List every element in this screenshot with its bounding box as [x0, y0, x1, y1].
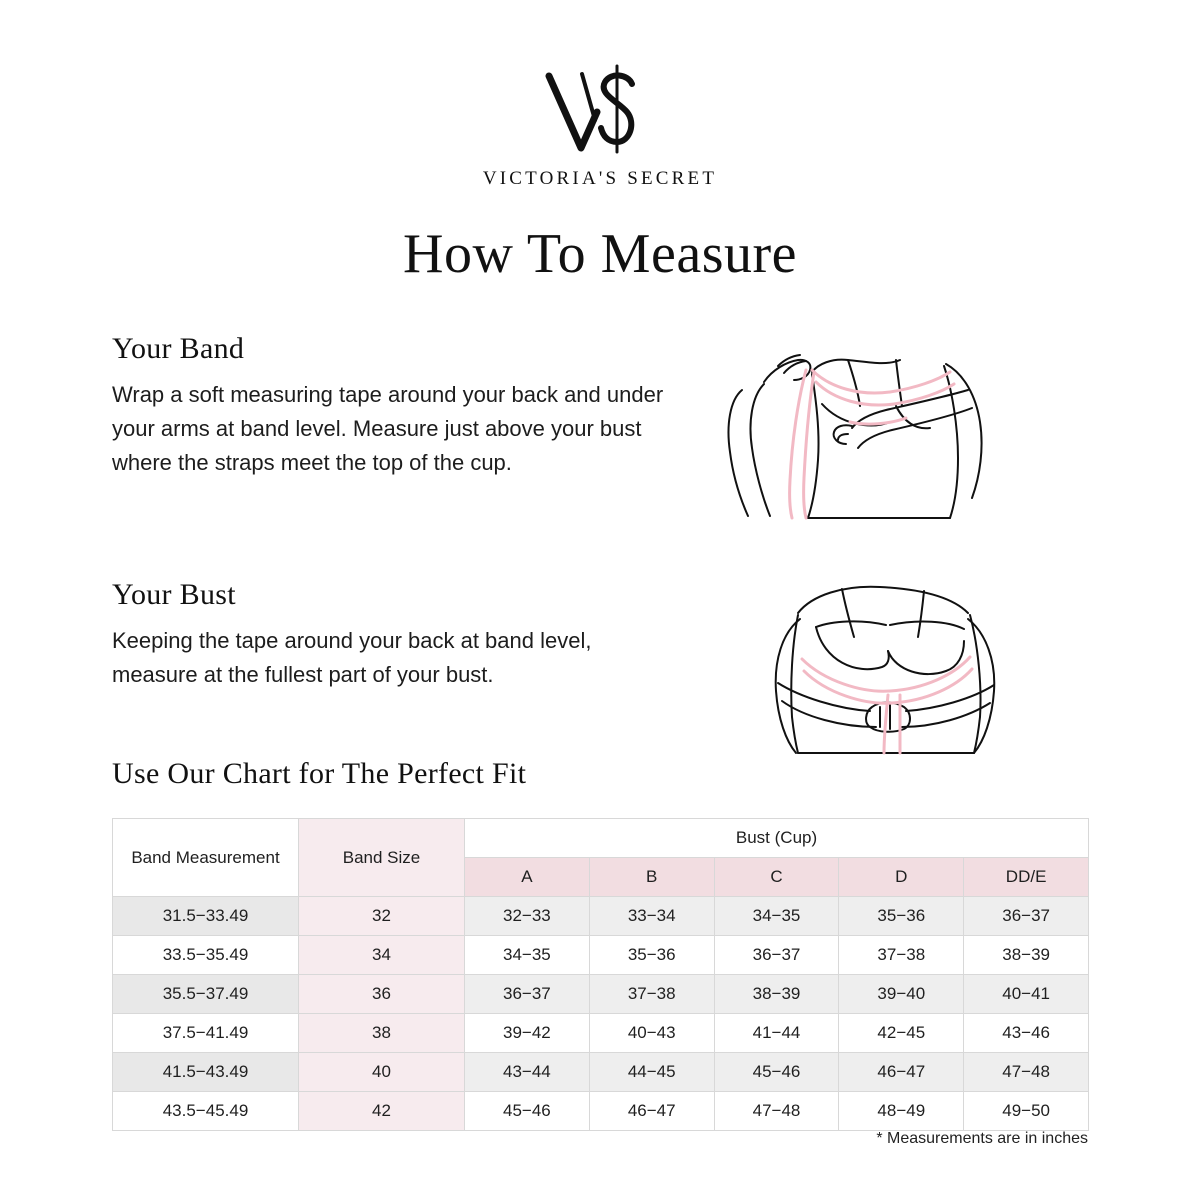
- section-your-band: [112, 332, 692, 480]
- brand-wordmark: VICTORIA'S SECRET: [482, 168, 718, 189]
- cell-cup-a: 39−42: [465, 1014, 590, 1053]
- header-cup-d: D: [839, 858, 964, 897]
- table-row: [113, 1014, 1089, 1053]
- table-header-row-top: [113, 819, 1089, 858]
- cell-cup-dde: 49−50: [964, 1092, 1089, 1131]
- table-row: [113, 1092, 1089, 1131]
- header-band-size: Band Size: [299, 819, 465, 897]
- vs-monogram-icon: [535, 62, 665, 162]
- cell-cup-d: 37−38: [839, 936, 964, 975]
- table-row: [113, 936, 1089, 975]
- cell-cup-b: 46−47: [589, 1092, 714, 1131]
- cell-cup-dde: 40−41: [964, 975, 1089, 1014]
- page-title: How To Measure: [403, 223, 797, 285]
- header-cup-c: C: [714, 858, 839, 897]
- cell-cup-d: 39−40: [839, 975, 964, 1014]
- cell-cup-c: 45−46: [714, 1053, 839, 1092]
- cell-cup-b: 37−38: [589, 975, 714, 1014]
- cell-cup-a: 36−37: [465, 975, 590, 1014]
- section-body-band: Wrap a soft measuring tape around your back and under your arms at band level. Measure just above your bust where the straps meet the top of the cup.: [112, 382, 664, 475]
- cell-cup-b: 44−45: [589, 1053, 714, 1092]
- cell-cup-d: 35−36: [839, 897, 964, 936]
- section-body-bust: Keeping the tape around your back at band level, measure at the fullest part of your bust.: [112, 628, 592, 687]
- cell-cup-a: 45−46: [465, 1092, 590, 1131]
- section-heading-bust: Your Bust: [112, 578, 236, 611]
- header-cup-dde: DD/E: [964, 858, 1089, 897]
- cell-cup-a: 43−44: [465, 1053, 590, 1092]
- header-bust-group: Bust (Cup): [465, 819, 1089, 858]
- cell-cup-c: 36−37: [714, 936, 839, 975]
- cell-cup-b: 40−43: [589, 1014, 714, 1053]
- cell-cup-b: 35−36: [589, 936, 714, 975]
- cell-cup-d: 46−47: [839, 1053, 964, 1092]
- section-your-bust: [112, 578, 692, 692]
- cell-band-measurement: 31.5−33.49: [113, 897, 299, 936]
- header-cup-b: B: [589, 858, 714, 897]
- cell-band-size: 40: [299, 1053, 465, 1092]
- woman-measuring-bust-illustration: [720, 575, 1060, 760]
- cell-band-measurement: 41.5−43.49: [113, 1053, 299, 1092]
- cell-band-size: 36: [299, 975, 465, 1014]
- cell-cup-dde: 36−37: [964, 897, 1089, 936]
- section-heading-band: Your Band: [112, 332, 245, 365]
- cell-cup-dde: 47−48: [964, 1053, 1089, 1092]
- cell-cup-d: 48−49: [839, 1092, 964, 1131]
- cell-band-size: 34: [299, 936, 465, 975]
- cell-cup-dde: 43−46: [964, 1014, 1089, 1053]
- table-row: [113, 897, 1089, 936]
- cell-cup-c: 47−48: [714, 1092, 839, 1131]
- cell-band-measurement: 33.5−35.49: [113, 936, 299, 975]
- cell-cup-dde: 38−39: [964, 936, 1089, 975]
- cell-cup-a: 34−35: [465, 936, 590, 975]
- woman-measuring-band-illustration: [700, 330, 1080, 525]
- cell-band-size: 42: [299, 1092, 465, 1131]
- chart-heading: Use Our Chart for The Perfect Fit: [112, 757, 527, 790]
- cell-band-measurement: 35.5−37.49: [113, 975, 299, 1014]
- header-band-measurement: Band Measurement: [113, 819, 299, 897]
- size-chart-table: [112, 818, 1088, 1131]
- table-row: [113, 975, 1089, 1014]
- brand-logo: [0, 62, 1200, 190]
- cell-cup-c: 38−39: [714, 975, 839, 1014]
- cell-band-measurement: 43.5−45.49: [113, 1092, 299, 1131]
- header-cup-a: A: [465, 858, 590, 897]
- cell-band-size: 38: [299, 1014, 465, 1053]
- cell-band-size: 32: [299, 897, 465, 936]
- cell-cup-c: 41−44: [714, 1014, 839, 1053]
- cell-band-measurement: 37.5−41.49: [113, 1014, 299, 1053]
- chart-footnote: * Measurements are in inches: [876, 1130, 1088, 1147]
- table-row: [113, 1053, 1089, 1092]
- cell-cup-c: 34−35: [714, 897, 839, 936]
- cell-cup-a: 32−33: [465, 897, 590, 936]
- cell-cup-b: 33−34: [589, 897, 714, 936]
- cell-cup-d: 42−45: [839, 1014, 964, 1053]
